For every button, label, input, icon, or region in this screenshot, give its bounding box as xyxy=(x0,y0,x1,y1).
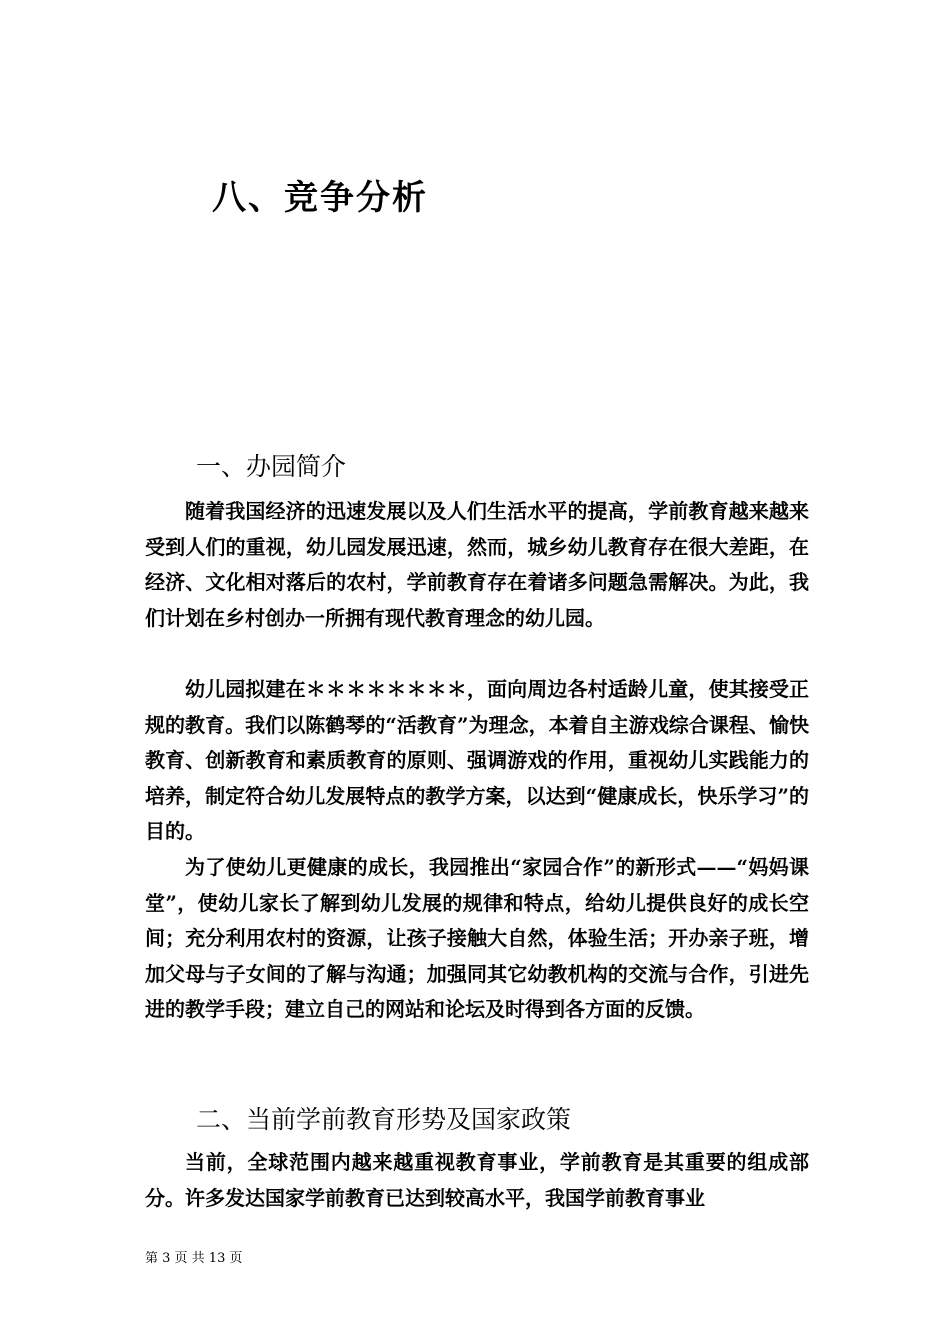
chapter-title: 八、竞争分析 xyxy=(212,178,428,218)
section-title-intro: 一、办园简介 xyxy=(196,452,347,481)
paragraph: 当前，全球范围内越来越重视教育事业，学前教育是其重要的组成部分。许多发达国家学前教育已达到较高水平，我国学前教育事业 xyxy=(145,1150,809,1210)
paragraph: 随着我国经济的迅速发展以及人们生活水平的提高，学前教育越来越来受到人们的重视，幼儿园发展迅速，然而，城乡幼儿教育存在很大差距，在经济、文化相对落后的农村，学前教育存在着诸多问题急需解决。为此，我们计划在乡村创办一所拥有现代教育理念的幼儿园。 xyxy=(145,499,809,630)
paragraph: 为了使幼儿更健康的成长，我园推出“家园合作”的新形式——“妈妈课堂”，使幼儿家长了解到幼儿发展的规律和特点，给幼儿提供良好的成长空间；充分利用农村的资源，让孩子接触大自然，体验生活；开办亲子班，增加父母与子女间的了解与沟通；加强同其它幼教机构的交流与合作，引进先进的教学手段；建立自己的网站和论坛及时得到各方面的反馈。 xyxy=(145,855,809,1021)
page-footer: 第 3 页 共 13 页 xyxy=(145,1251,243,1266)
section-title-policy: 二、当前学前教育形势及国家政策 xyxy=(196,1105,572,1134)
paragraph: 幼儿园拟建在＊＊＊＊＊＊＊＊，面向周边各村适龄儿童，使其接受正规的教育。我们以陈鹤琴的“活教育”为理念，本着自主游戏综合课程、愉快教育、创新教育和素质教育的原则、强调游戏的作用，重视幼儿实践能力的培养，制定符合幼儿发展特点的教学方案，以达到“健康成长，快乐学习”的目的。 xyxy=(145,677,809,843)
